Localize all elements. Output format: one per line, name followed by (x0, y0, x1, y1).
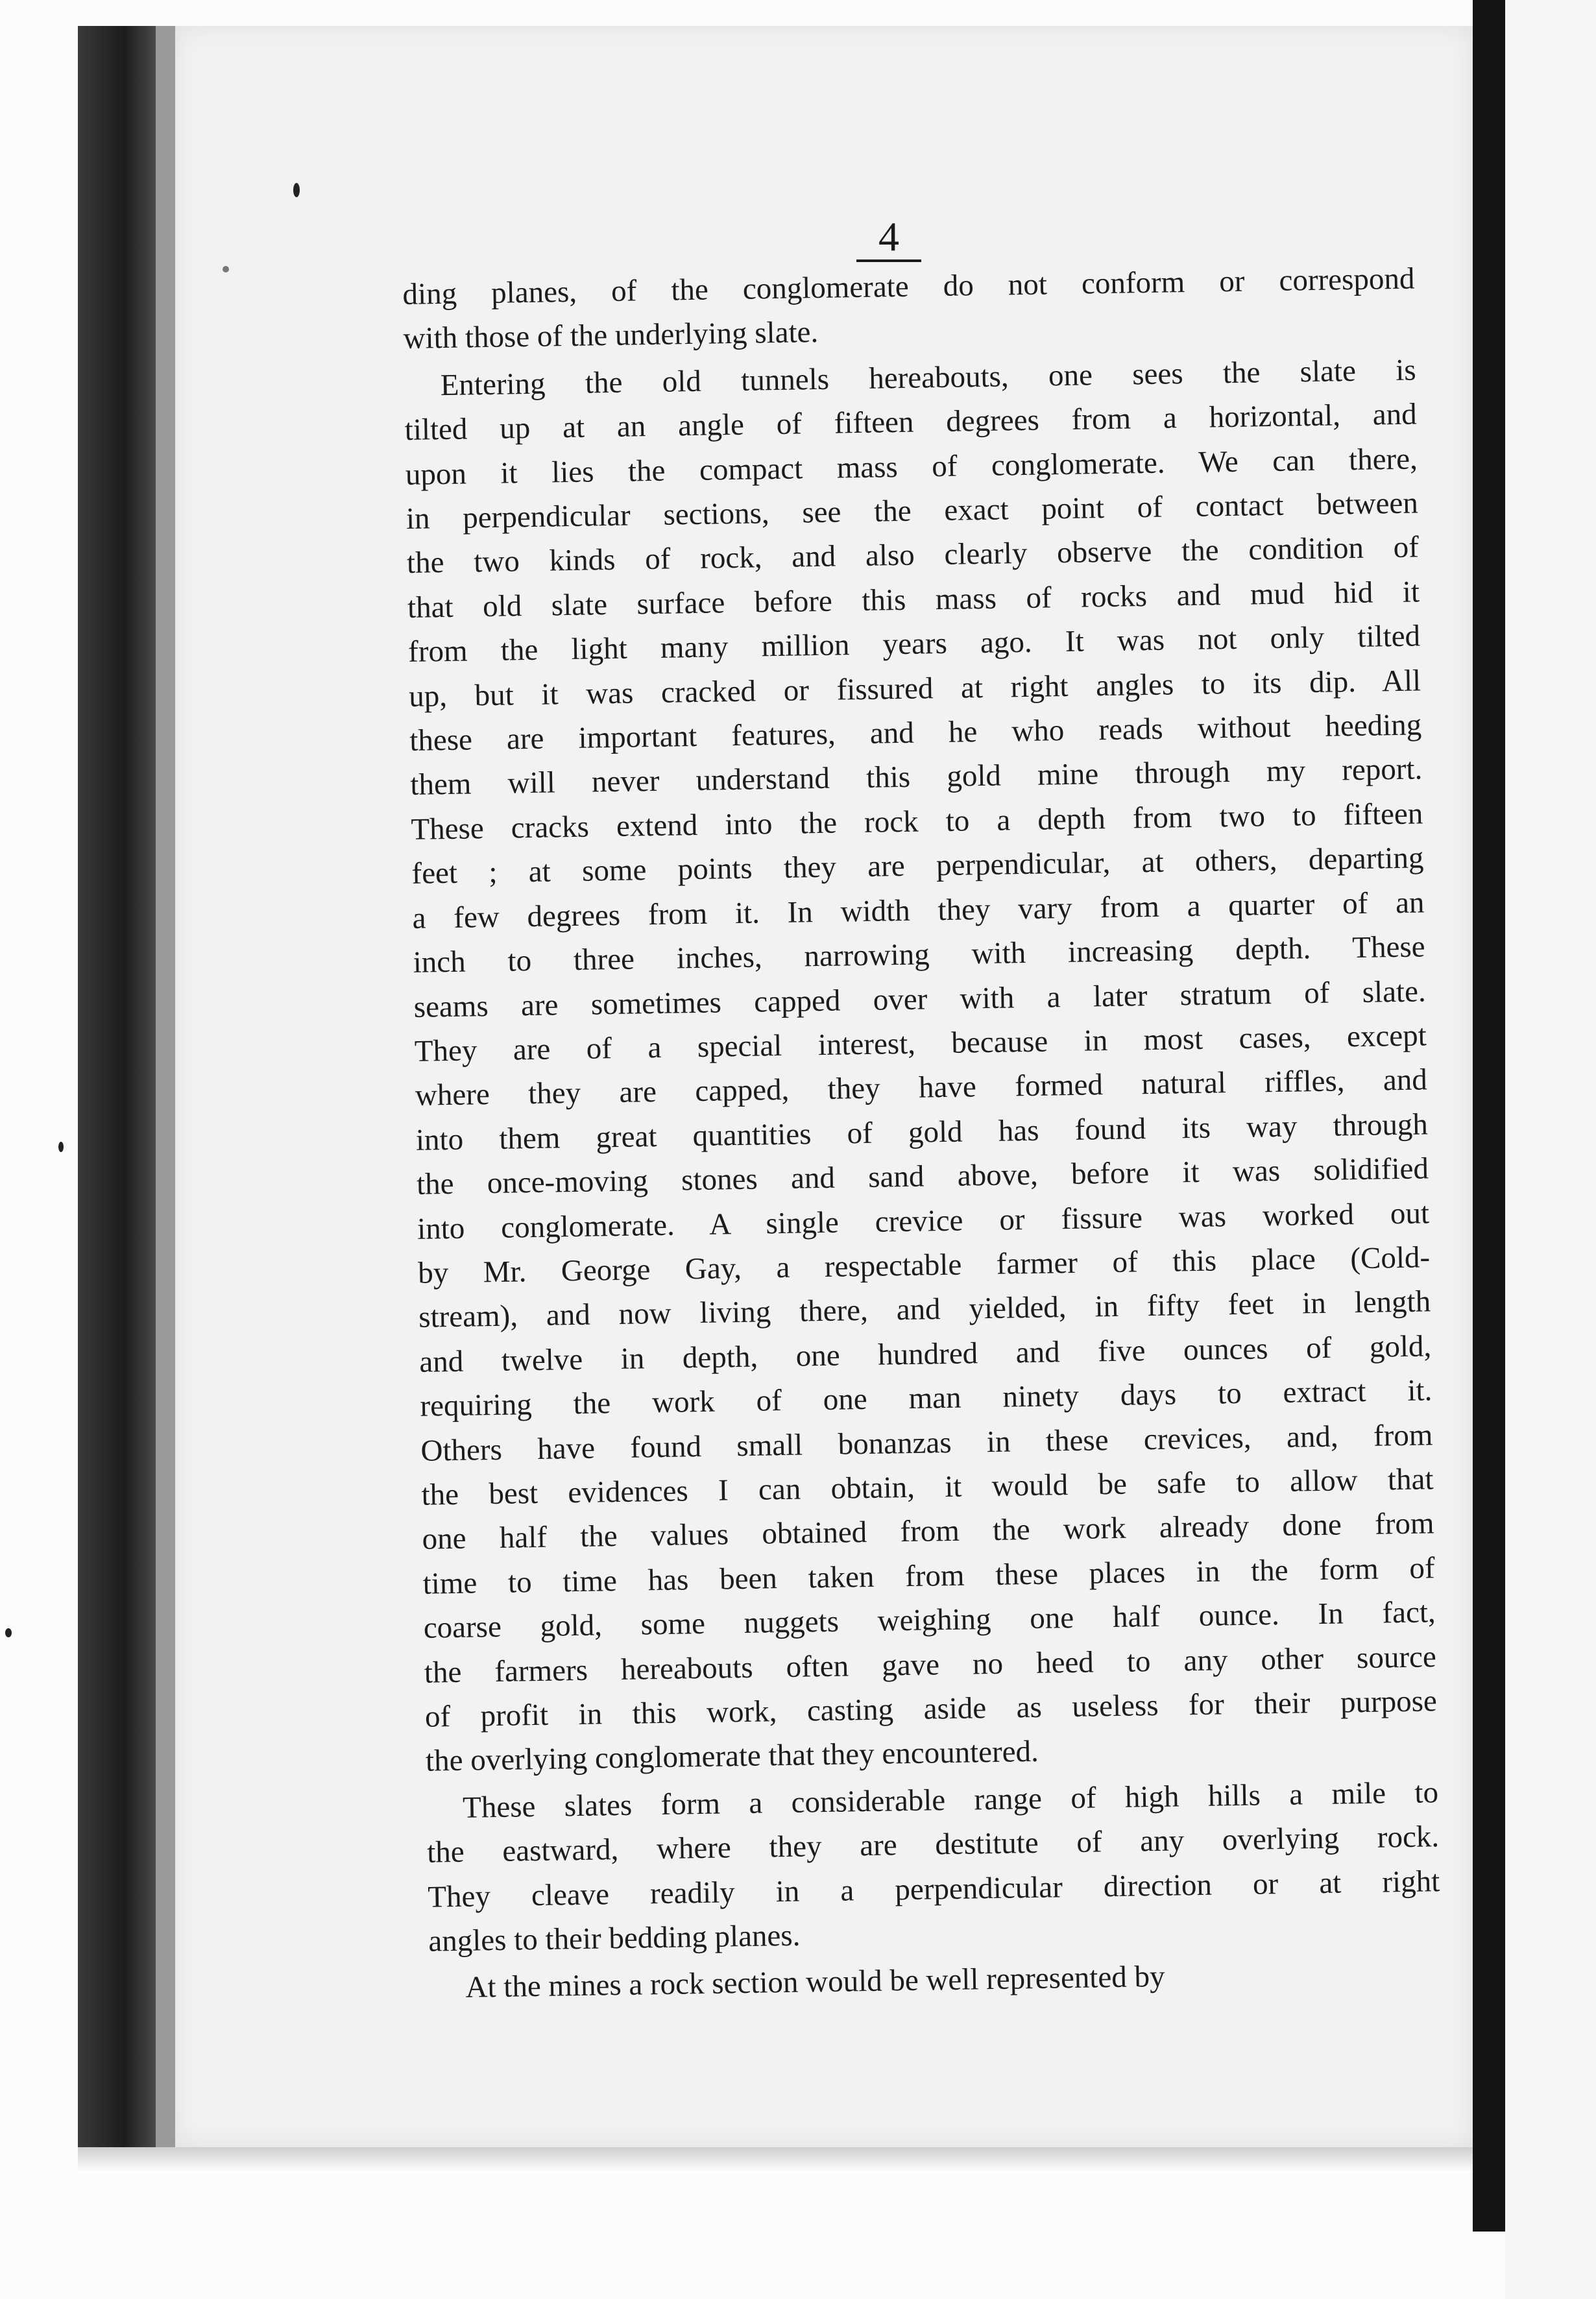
paragraph (402, 256, 1416, 361)
text-line: these are important features, and he who reads without heeding (409, 708, 1422, 758)
text-line: in perpendicular sections, see the exact point of contact between (405, 486, 1419, 536)
text-line: inch to three inches, narrowing with increasing depth. These (413, 930, 1425, 980)
text-line: time to time has been taken from these places in the form of (422, 1551, 1435, 1601)
text-line: with those of the underlying slate. (403, 315, 819, 356)
text-line: ding planes, of the conglomerate do not conform or correspond (402, 261, 1415, 311)
text-line: They are of a special interest, because in most cases, except (414, 1018, 1427, 1068)
text-line: where they are capped, they have formed natural riffles, and (415, 1063, 1428, 1113)
page-number: 4 (856, 214, 921, 262)
text-line: They cleave readily in a perpendicular direction or at right (427, 1864, 1440, 1914)
text-line: These cracks extend into the rock to a depth from two to fifteen (411, 797, 1423, 847)
text-line: up, but it was cracked or fissured at right angles to its dip. All (408, 664, 1421, 714)
text-line: upon it lies the compact mass of conglomerate. We can there, (405, 442, 1418, 492)
bottom-scan-shadow (78, 2147, 1473, 2173)
text-line: them will never understand this gold mine through my report. (410, 752, 1423, 802)
paragraph (404, 348, 1438, 1783)
text-line: by Mr. George Gay, a respectable farmer of this place (Cold- (417, 1240, 1431, 1290)
text-line: one half the values obtained from the work already done from (422, 1506, 1434, 1557)
left-scan-border (78, 26, 156, 2147)
body-text (402, 256, 1442, 2010)
scan-speck (293, 183, 300, 197)
text-line: stream), and now living there, and yielded, in fifty feet in length (418, 1284, 1431, 1335)
text-line: the overlying conglomerate that they encountered. (425, 1735, 1039, 1779)
text-line: the eastward, where they are destitute of any overlying rock. (426, 1820, 1440, 1870)
text-line: of profit in this work, casting aside as useless for their purpose (424, 1684, 1438, 1734)
text-line: At the mines a rock section would be well represented by (465, 1960, 1165, 2005)
text-line: and twelve in depth, one hundred and five ounces of gold, (418, 1329, 1432, 1379)
text-line: requiring the work of one man ninety days to extract it. (420, 1373, 1433, 1423)
scan-speck (223, 266, 229, 272)
text-line: feet ; at some points they are perpendicular, at others, departing (411, 841, 1424, 891)
text-line: the best evidences I can obtain, it would be safe to allow that (421, 1462, 1434, 1512)
text-line: that old slate surface before this mass of rocks and mud hid it (407, 575, 1420, 625)
text-line: angles to their bedding planes. (428, 1918, 801, 1958)
text-line: from the light many million years ago. It was not only tilted (407, 619, 1421, 669)
scan-speck (58, 1142, 64, 1152)
right-scan-fold (1473, 0, 1505, 2232)
text-line: coarse gold, some nuggets weighing one half ounce. In fact, (423, 1595, 1436, 1645)
paragraph (426, 1770, 1441, 1964)
left-page-edge (156, 26, 175, 2147)
text-line: the two kinds of rock, and also clearly observe the condition of (406, 530, 1420, 581)
text-line: seams are sometimes capped over with a later stratum of slate. (413, 974, 1427, 1024)
text-line: into them great quantities of gold has found its way through (415, 1107, 1429, 1157)
text-line: tilted up at an angle of fifteen degrees from a horizontal, and (404, 397, 1418, 448)
text-line: Others have found small bonanzas in these crevices, and, from (420, 1417, 1433, 1468)
text-line: These slates form a considerable range of high hills a mile to (462, 1775, 1439, 1825)
text-line: the once-moving stones and sand above, before it was solidified (416, 1151, 1429, 1201)
scan-speck (5, 1628, 12, 1637)
adjacent-page-edge (1505, 0, 1596, 2299)
text-line: into conglomerate. A single crevice or fissure was worked out (417, 1196, 1430, 1246)
text-line: the farmers hereabouts often gave no heed to any other source (424, 1639, 1437, 1690)
text-line: a few degrees from it. In width they vary from a quarter of an (412, 885, 1425, 935)
text-line: Entering the old tunnels hereabouts, one sees the slate is (440, 353, 1416, 402)
